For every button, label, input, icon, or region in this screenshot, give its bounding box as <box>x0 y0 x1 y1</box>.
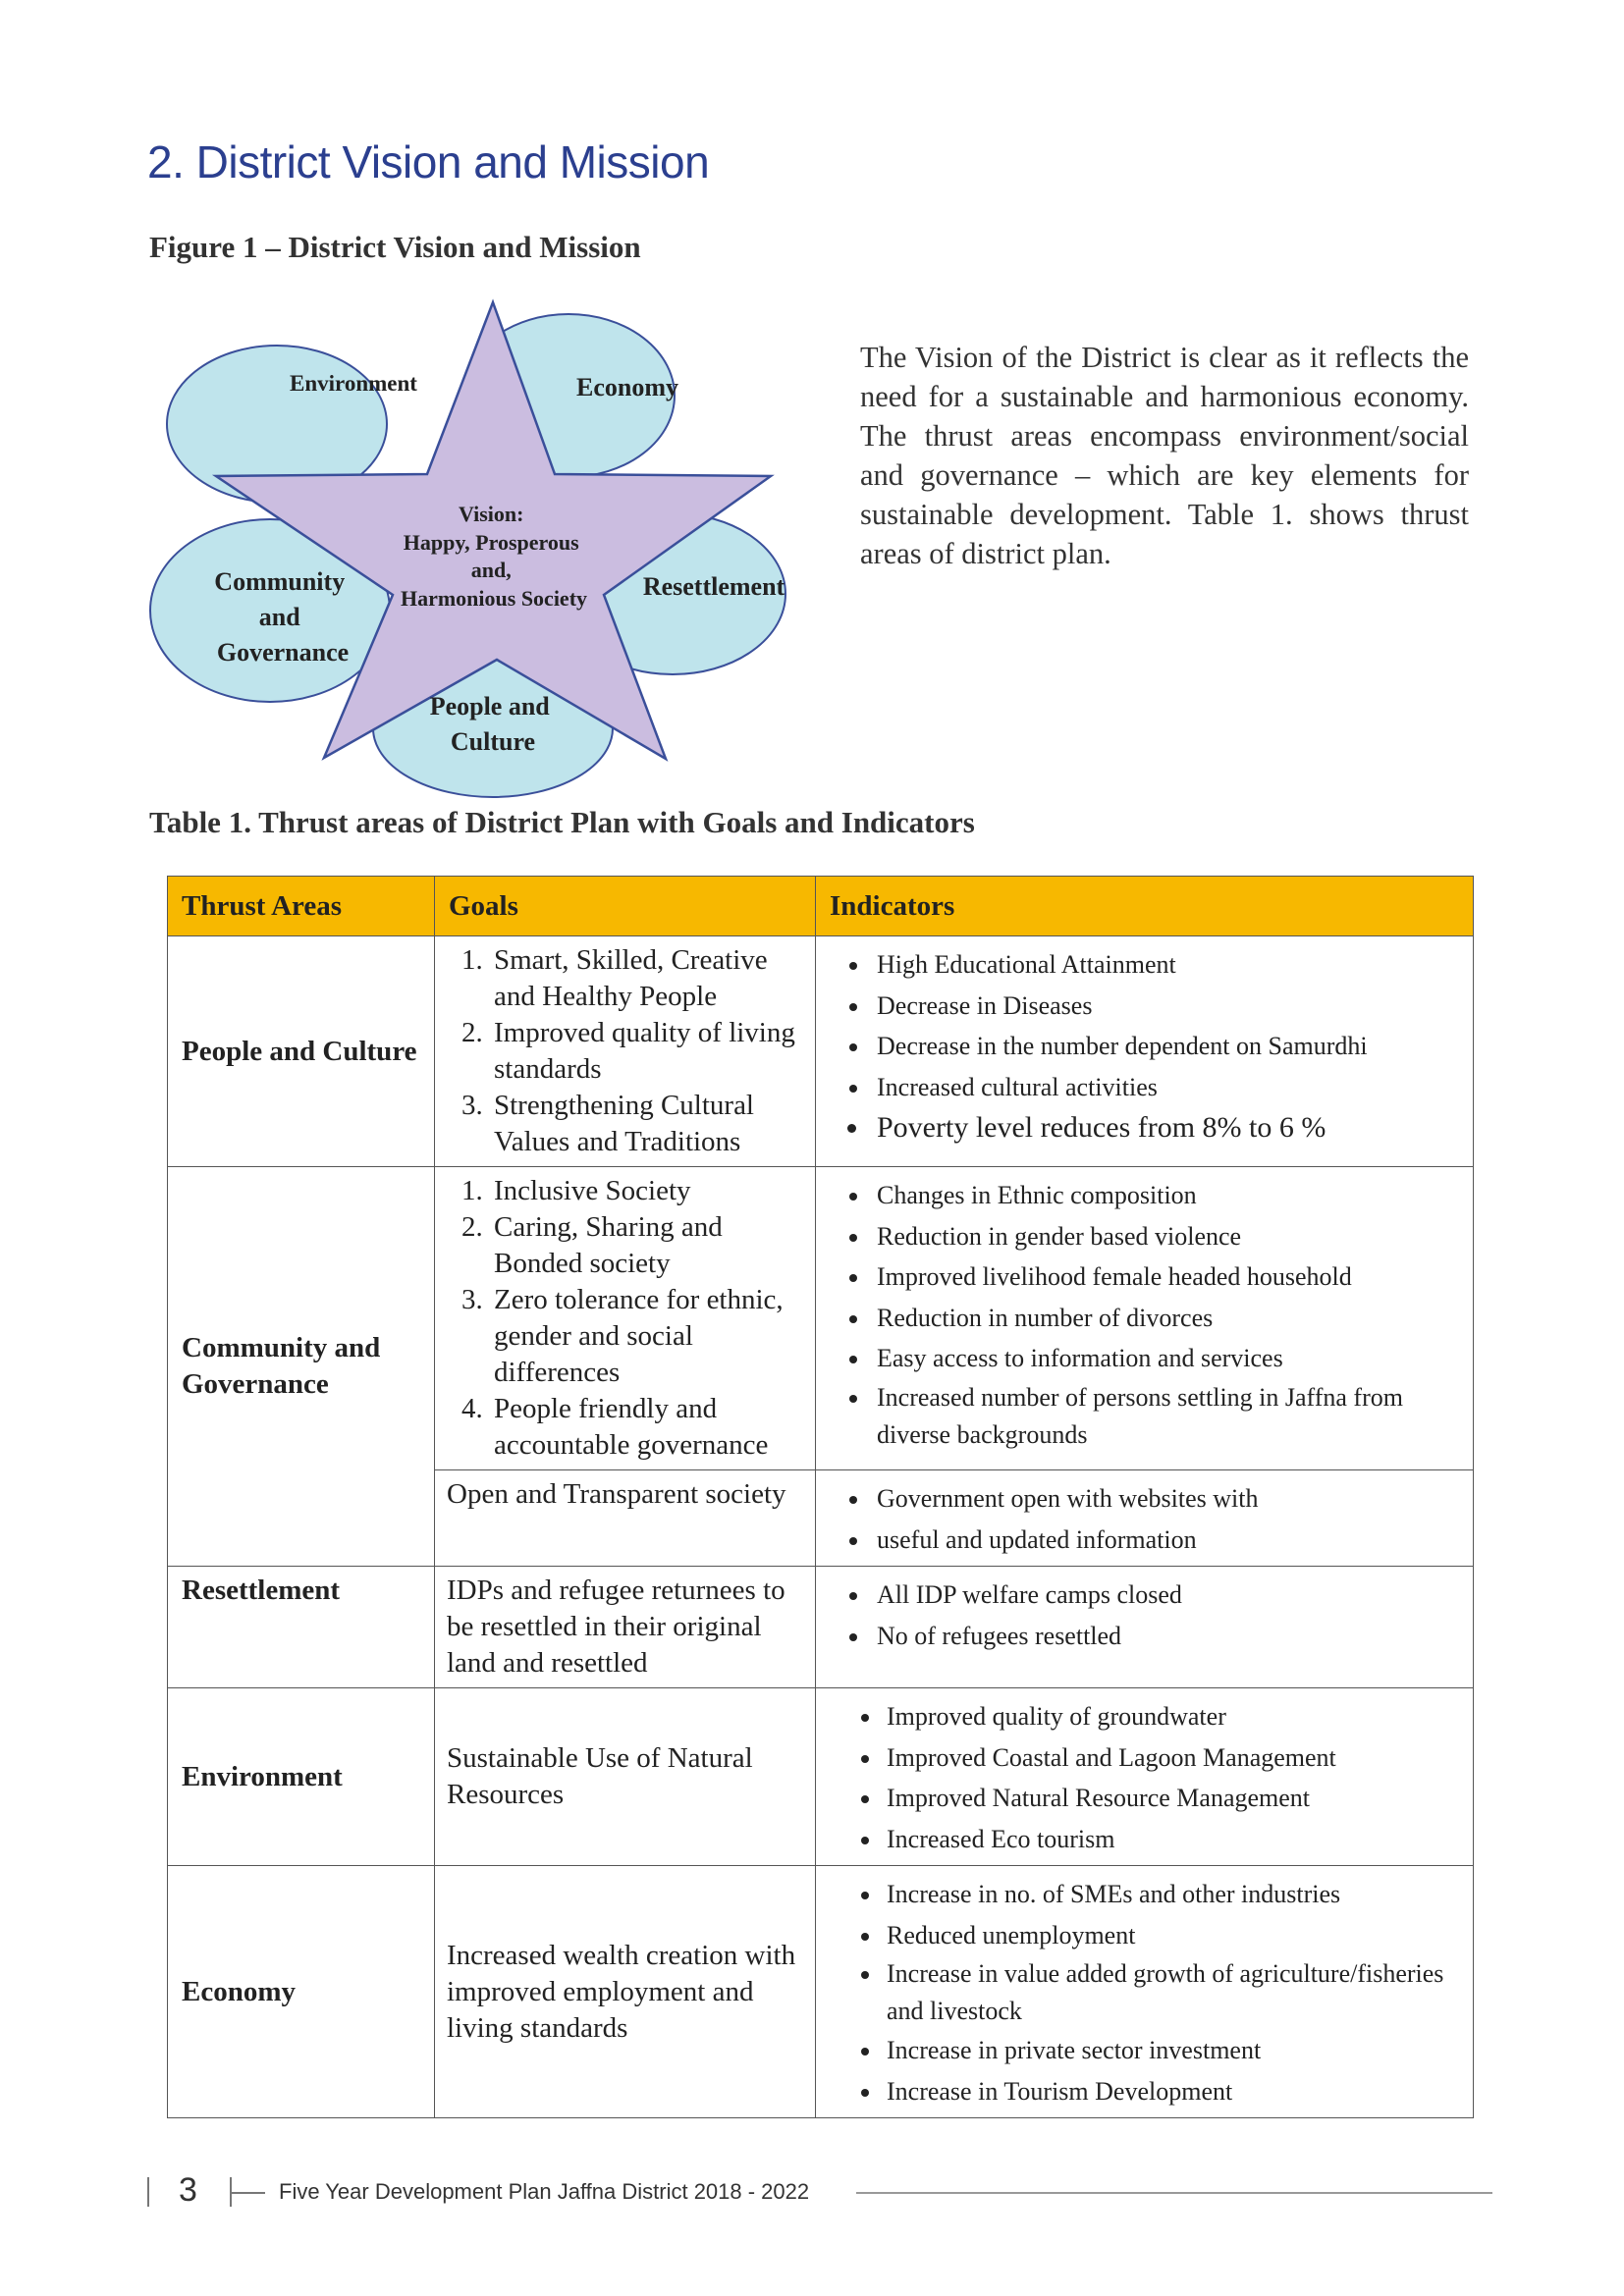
indicator-item: • Improved Natural Resource Management <box>883 1778 1461 1819</box>
goals-cell: IDPs and refugee returnees to be resettled in their original land and resettled <box>435 1567 816 1688</box>
indicator-item: • useful and updated information <box>871 1520 1461 1561</box>
header-thrust-areas: Thrust Areas <box>168 877 435 936</box>
table-row <box>168 1866 1474 2118</box>
indicator-item: • Increase in value added growth of agriculture/fisheries and livestock <box>883 1955 1461 2030</box>
indicator-item: • Increased number of persons settling in Jaffna from diverse backgrounds <box>871 1379 1461 1454</box>
indicator-item: • Changes in Ethnic composition <box>871 1175 1461 1216</box>
table-row <box>168 1567 1474 1688</box>
goal-item: 3. Strengthening Cultural Values and Traditions <box>490 1088 803 1160</box>
indicator-item: • Reduction in gender based violence <box>871 1216 1461 1257</box>
goal-item: 1. Inclusive Society <box>490 1173 803 1209</box>
indicator-item: • Reduction in number of divorces <box>871 1298 1461 1339</box>
indicator-item: • Easy access to information and services <box>871 1338 1461 1379</box>
goal-item: 3. Zero tolerance for ethnic, gender and social differences <box>490 1282 803 1391</box>
goals-cell: Increased wealth creation with improved employment and living standards <box>435 1866 816 2118</box>
vision-line-4: Harmonious Society <box>400 586 588 611</box>
area-community-governance: Community and Governance <box>168 1167 435 1567</box>
footer-divider-stub <box>230 2192 265 2194</box>
goals-cell: Sustainable Use of Natural Resources <box>435 1688 816 1866</box>
indicator-item: • Reduced unemployment <box>883 1915 1461 1956</box>
vision-line-3: and, <box>470 558 512 582</box>
indicators-cell <box>816 1866 1474 2118</box>
table-header-row <box>168 877 1474 936</box>
community-line-1: Community <box>214 567 346 596</box>
indicator-item: • Improved quality of groundwater <box>883 1696 1461 1737</box>
table-row <box>168 1688 1474 1866</box>
goal-item: 4. People friendly and accountable governance <box>490 1391 803 1464</box>
indicators-cell <box>816 1567 1474 1688</box>
petal-label-economy: Economy <box>576 373 678 401</box>
area-resettlement: Resettlement <box>168 1567 435 1688</box>
indicators-cell <box>816 936 1474 1167</box>
area-people-culture: People and Culture <box>168 936 435 1167</box>
vision-paragraph: The Vision of the District is clear as it reflects the need for a sustainable and harmonious economy. The thrust areas encompass environment/social and governance – which are key elements for sustainable development. Table 1. shows thrust areas of district plan. <box>860 341 1469 570</box>
page-footer <box>147 2171 1492 2211</box>
petal-label-environment: Environment <box>290 371 417 396</box>
vision-line-2: Happy, Prosperous <box>403 530 579 555</box>
footer-rule <box>856 2192 1492 2194</box>
indicator-item: • Improved livelihood female headed household <box>871 1256 1461 1298</box>
indicator-item: • Increase in private sector investment <box>883 2030 1461 2071</box>
indicator-item: • Increased Eco tourism <box>883 1819 1461 1860</box>
goal-item: 2. Improved quality of living standards <box>490 1015 803 1088</box>
area-economy: Economy <box>168 1866 435 2118</box>
table-row <box>168 936 1474 1167</box>
header-goals: Goals <box>435 877 816 936</box>
indicator-item: • High Educational Attainment <box>871 944 1461 986</box>
goal-item: 2. Caring, Sharing and Bonded society <box>490 1209 803 1282</box>
diagram-svg <box>147 294 854 805</box>
section-title: 2. District Vision and Mission <box>147 136 710 187</box>
table-row <box>168 1167 1474 1470</box>
petal-label-resettlement: Resettlement <box>642 572 785 601</box>
goals-cell: Open and Transparent society <box>435 1470 816 1567</box>
indicator-item: • All IDP welfare camps closed <box>871 1575 1461 1616</box>
vision-mission-diagram <box>147 294 854 805</box>
people-line-1: People and <box>429 692 550 721</box>
indicator-item: • Poverty level reduces from 8% to 6 % <box>871 1107 1461 1148</box>
goals-cell <box>435 1167 816 1470</box>
indicators-cell <box>816 1470 1474 1567</box>
people-line-2: Culture <box>450 727 536 756</box>
indicator-item: • Government open with websites with <box>871 1478 1461 1520</box>
community-line-2: and <box>258 603 300 631</box>
indicator-item: • Improved Coastal and Lagoon Management <box>883 1737 1461 1779</box>
thrust-areas-table <box>167 876 1474 2118</box>
indicator-item: • Increased cultural activities <box>871 1067 1461 1108</box>
indicators-cell <box>816 1688 1474 1866</box>
vision-line-1: Vision: <box>459 502 524 526</box>
goals-cell <box>435 936 816 1167</box>
indicators-cell <box>816 1167 1474 1470</box>
goal-item: 1. Smart, Skilled, Creative and Healthy People <box>490 942 803 1015</box>
table-caption: Table 1. Thrust areas of District Plan with Goals and Indicators <box>149 805 975 839</box>
page-number: 3 <box>179 2171 197 2209</box>
indicator-item: • Decrease in the number dependent on Samurdhi <box>871 1026 1461 1067</box>
document-title: Five Year Development Plan Jaffna District 2018 - 2022 <box>279 2179 810 2204</box>
indicator-item: • Increase in no. of SMEs and other industries <box>883 1874 1461 1915</box>
community-line-3: Governance <box>216 638 350 667</box>
area-environment: Environment <box>168 1688 435 1866</box>
header-indicators: Indicators <box>816 877 1474 936</box>
figure-caption: Figure 1 – District Vision and Mission <box>149 230 641 264</box>
indicator-item: • Decrease in Diseases <box>871 986 1461 1027</box>
footer-left-bar <box>147 2177 149 2207</box>
indicator-item: • Increase in Tourism Development <box>883 2071 1461 2112</box>
indicator-item: • No of refugees resettled <box>871 1616 1461 1657</box>
